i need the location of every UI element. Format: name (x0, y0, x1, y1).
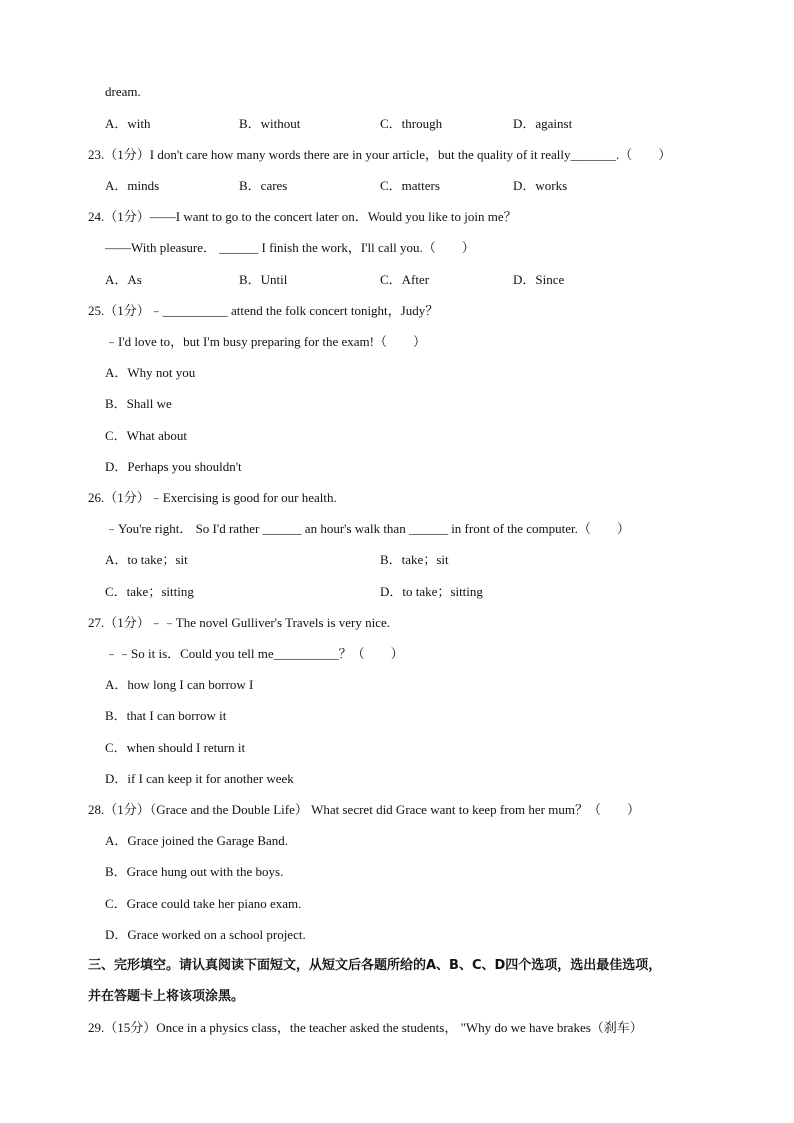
q24-line2: ——With pleasure． ______ I finish the work，I'll call you.（ ） (105, 240, 475, 255)
q24-stem: 24.（1分）——I want to go to the concert later on．Would you like to join me？ (88, 209, 517, 224)
q23-option-b: B．cares (239, 178, 288, 193)
q25-option-d: D．Perhaps you shouldn't (105, 459, 242, 474)
q25-line2: ﹣I'd love to，but I'm busy preparing for the exam!（ ） (105, 334, 426, 349)
q27-option-b: B．that I can borrow it (105, 708, 227, 723)
q23-stem: 23.（1分）I don't care how many words there are in your article，but the quality of it really_______.（ ） (88, 147, 672, 162)
q22-option-c: C．through (380, 116, 443, 131)
q26-option-d: D．to take；sitting (380, 584, 483, 599)
q27-line2: ﹣﹣So it is．Could you tell me__________？（ ） (105, 646, 404, 661)
q24-option-b: B．Until (239, 272, 288, 287)
q25-option-a: A．Why not you (105, 365, 196, 380)
q23-option-d: D．works (513, 178, 568, 193)
q27-option-c: C．when should I return it (105, 740, 246, 755)
q23-option-c: C．matters (380, 178, 440, 193)
q24-option-c: C．After (380, 272, 430, 287)
q27-option-d: D．if I can keep it for another week (105, 771, 294, 786)
q22-option-d: D．against (513, 116, 573, 131)
q25-stem: 25.（1分）﹣__________ attend the folk concert tonight，Judy？ (88, 303, 439, 318)
q28-option-a: A．Grace joined the Garage Band. (105, 833, 289, 848)
q26-option-a: A．to take；sit (105, 552, 188, 567)
q28-option-d: D．Grace worked on a school project. (105, 927, 306, 942)
q22-option-b: B．without (239, 116, 301, 131)
q23-option-a: A．minds (105, 178, 160, 193)
q26-line2: ﹣You're right． So I'd rather ______ an hour's walk than ______ in front of the computer.（ ） (105, 521, 630, 536)
q26-option-c: C．take；sitting (105, 584, 194, 599)
section-3-heading-line2: 并在答题卡上将该项涂黑。 (88, 989, 245, 1004)
q22-option-a: A．with (105, 116, 151, 131)
q25-option-c: C．What about (105, 428, 187, 443)
q26-stem: 26.（1分）﹣Exercising is good for our health. (88, 490, 337, 505)
q25-option-b: B．Shall we (105, 396, 172, 411)
q29-stem: 29.（15分）Once in a physics class，the teacher asked the students， "Why do we have brakes（刹车） (88, 1020, 643, 1035)
q27-option-a: A．how long I can borrow I (105, 677, 254, 692)
q27-stem: 27.（1分）﹣﹣The novel Gulliver's Travels is very nice. (88, 615, 391, 630)
q26-option-b: B．take；sit (380, 552, 449, 567)
q22-stem-tail: dream. (105, 84, 141, 99)
q28-option-b: B．Grace hung out with the boys. (105, 864, 284, 879)
q28-stem: 28.（1分）（Grace and the Double Life） What secret did Grace want to keep from her mum？（ ） (88, 802, 640, 817)
q24-option-a: A．As (105, 272, 142, 287)
q28-option-c: C．Grace could take her piano exam. (105, 896, 302, 911)
section-3-heading: 三、完形填空。请认真阅读下面短文，从短文后各题所给的A、B、C、D四个选项，选出最佳选项， (88, 958, 662, 973)
q24-option-d: D．Since (513, 272, 565, 287)
